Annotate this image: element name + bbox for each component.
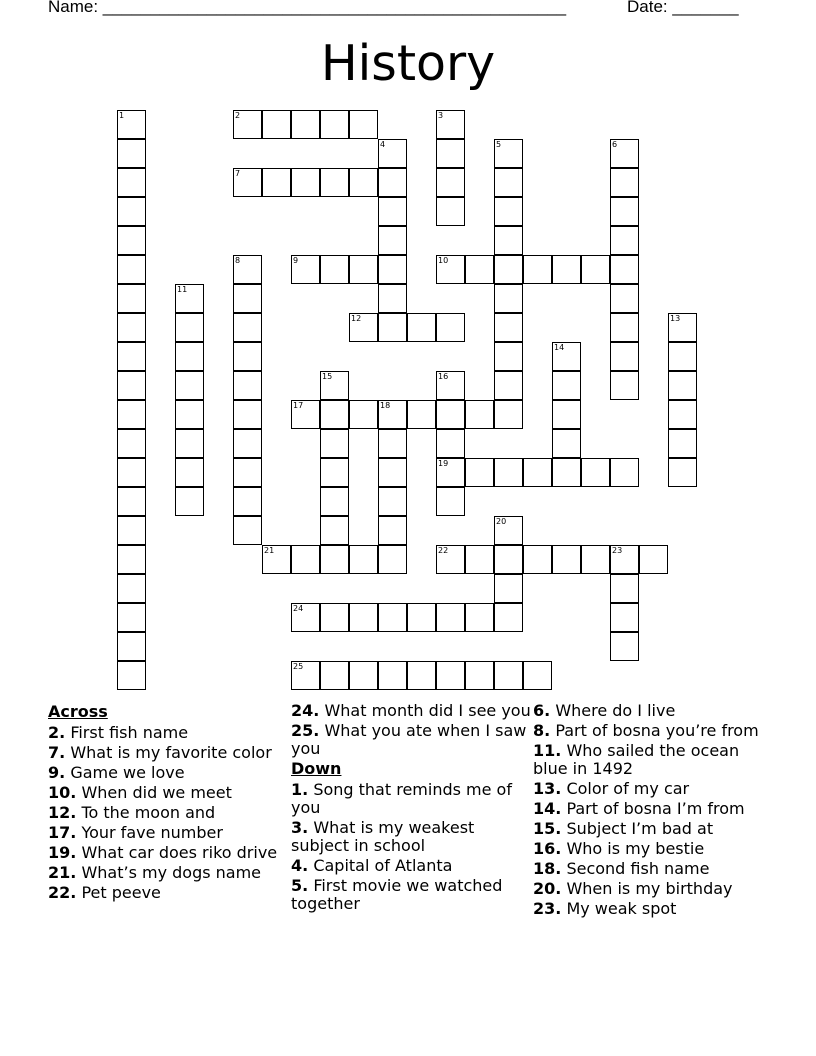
grid-cell[interactable] (233, 516, 262, 545)
grid-cell[interactable] (552, 400, 581, 429)
clues-column-1 (48, 702, 288, 904)
clue-number: 17 (293, 401, 304, 410)
clue-across-10: 10. When did we meet (48, 783, 232, 802)
grid-cell[interactable] (117, 284, 146, 313)
clue-down-5: 5. First movie we watched together (291, 876, 503, 913)
clue-across-19: 19. What car does riko drive (48, 843, 278, 862)
grid-cell[interactable] (320, 400, 349, 429)
grid-cell[interactable] (262, 110, 291, 139)
clue-down-20: 20. When is my birthday (533, 879, 733, 898)
page-title: History (320, 35, 496, 92)
clue-number: 9 (293, 256, 299, 265)
clue-number: 21 (264, 546, 275, 555)
grid-cell[interactable] (378, 255, 407, 284)
grid-cell[interactable] (117, 545, 146, 574)
clue-number: 8 (235, 256, 241, 265)
grid-cell[interactable] (378, 284, 407, 313)
grid-cell[interactable] (291, 255, 320, 284)
grid-cell[interactable] (494, 255, 523, 284)
grid-cell[interactable] (117, 342, 146, 371)
grid-cell[interactable] (349, 661, 378, 690)
grid-cell[interactable] (494, 168, 523, 197)
down-heading: Down (291, 759, 342, 778)
grid-cell[interactable] (378, 458, 407, 487)
grid-cell[interactable] (494, 400, 523, 429)
grid-cell[interactable] (436, 429, 465, 458)
grid-cell[interactable] (378, 429, 407, 458)
grid-cell[interactable] (291, 545, 320, 574)
grid-cell[interactable] (117, 603, 146, 632)
clue-number: 12 (351, 314, 362, 323)
clue-down-18: 18. Second fish name (533, 859, 710, 878)
grid-cell[interactable] (117, 226, 146, 255)
grid-cell[interactable] (610, 603, 639, 632)
grid-cell[interactable] (610, 284, 639, 313)
grid-cell[interactable] (262, 545, 291, 574)
grid-cell[interactable] (233, 400, 262, 429)
clue-number: 16 (438, 372, 449, 381)
grid-cell[interactable] (349, 400, 378, 429)
grid-cell[interactable] (117, 632, 146, 661)
grid-cell[interactable] (494, 197, 523, 226)
grid-cell[interactable] (552, 458, 581, 487)
grid-cell[interactable] (436, 458, 465, 487)
grid-cell[interactable] (552, 545, 581, 574)
clue-number: 2 (235, 111, 241, 120)
grid-cell[interactable] (378, 313, 407, 342)
clue-across-22: 22. Pet peeve (48, 883, 161, 902)
clue-across-12: 12. To the moon and (48, 803, 216, 822)
grid-cell[interactable] (320, 458, 349, 487)
clue-across-21: 21. What’s my dogs name (48, 863, 262, 882)
grid-cell[interactable] (117, 458, 146, 487)
clue-number: 15 (322, 372, 333, 381)
grid-cell[interactable] (291, 603, 320, 632)
grid-cell[interactable] (494, 603, 523, 632)
grid-cell[interactable] (523, 458, 552, 487)
grid-cell[interactable] (494, 516, 523, 545)
grid-cell[interactable] (378, 197, 407, 226)
grid-cell[interactable] (494, 313, 523, 342)
grid-cell[interactable] (291, 400, 320, 429)
grid-cell[interactable] (581, 545, 610, 574)
grid-cell[interactable] (233, 110, 262, 139)
grid-cell[interactable] (233, 371, 262, 400)
grid-cell[interactable] (320, 661, 349, 690)
grid-cell[interactable] (378, 516, 407, 545)
grid-cell[interactable] (378, 603, 407, 632)
grid-cell[interactable] (378, 661, 407, 690)
grid-cell[interactable] (552, 429, 581, 458)
clue-number: 5 (496, 140, 502, 149)
grid-cell[interactable] (668, 429, 697, 458)
grid-cell[interactable] (494, 342, 523, 371)
grid-cell[interactable] (378, 139, 407, 168)
clue-number: 23 (612, 546, 623, 555)
clue-number: 20 (496, 517, 507, 526)
grid-cell[interactable] (465, 400, 494, 429)
clue-number: 25 (293, 662, 304, 671)
clue-across-25: 25. What you ate when I saw you (291, 721, 527, 758)
grid-cell[interactable] (494, 284, 523, 313)
grid-cell[interactable] (175, 400, 204, 429)
grid-cell[interactable] (117, 516, 146, 545)
clue-number: 22 (438, 546, 449, 555)
grid-cell[interactable] (175, 371, 204, 400)
grid-cell[interactable] (436, 139, 465, 168)
grid-cell[interactable] (320, 516, 349, 545)
clue-down-8: 8. Part of bosna you’re from (533, 721, 759, 740)
clue-down-13: 13. Color of my car (533, 779, 690, 798)
grid-cell[interactable] (117, 487, 146, 516)
grid-cell[interactable] (668, 458, 697, 487)
grid-cell[interactable] (291, 110, 320, 139)
grid-cell[interactable] (668, 313, 697, 342)
grid-cell[interactable] (436, 603, 465, 632)
name-field-label: Name: _________________________________________________ (48, 0, 567, 16)
clue-number: 4 (380, 140, 386, 149)
clue-across-2: 2. First fish name (48, 723, 189, 742)
clue-number: 10 (438, 256, 449, 265)
clue-down-15: 15. Subject I’m bad at (533, 819, 714, 838)
grid-cell[interactable] (117, 168, 146, 197)
grid-cell[interactable] (175, 284, 204, 313)
grid-cell[interactable] (407, 313, 436, 342)
grid-cell[interactable] (349, 313, 378, 342)
clue-number: 19 (438, 459, 449, 468)
grid-cell[interactable] (610, 342, 639, 371)
grid-cell[interactable] (320, 429, 349, 458)
grid-cell[interactable] (320, 603, 349, 632)
grid-cell[interactable] (494, 371, 523, 400)
grid-cell[interactable] (494, 574, 523, 603)
grid-cell[interactable] (436, 400, 465, 429)
grid-cell[interactable] (436, 487, 465, 516)
grid-cell[interactable] (552, 371, 581, 400)
grid-cell[interactable] (668, 342, 697, 371)
grid-cell[interactable] (610, 632, 639, 661)
grid-cell[interactable] (494, 458, 523, 487)
grid-cell[interactable] (610, 574, 639, 603)
grid-cell[interactable] (523, 661, 552, 690)
grid-cell[interactable] (175, 342, 204, 371)
grid-cell[interactable] (581, 255, 610, 284)
grid-cell[interactable] (465, 661, 494, 690)
grid-cell[interactable] (523, 545, 552, 574)
clue-down-14: 14. Part of bosna I’m from (533, 799, 745, 818)
grid-cell[interactable] (610, 458, 639, 487)
grid-cell[interactable] (233, 429, 262, 458)
grid-cell[interactable] (494, 545, 523, 574)
grid-cell[interactable] (320, 487, 349, 516)
grid-cell[interactable] (233, 168, 262, 197)
grid-cell[interactable] (233, 284, 262, 313)
grid-cell[interactable] (465, 458, 494, 487)
grid-cell[interactable] (378, 168, 407, 197)
grid-cell[interactable] (436, 110, 465, 139)
grid-cell[interactable] (378, 226, 407, 255)
grid-cell[interactable] (436, 313, 465, 342)
grid-cell[interactable] (175, 429, 204, 458)
clue-number: 13 (670, 314, 681, 323)
grid-cell[interactable] (378, 487, 407, 516)
grid-cell[interactable] (117, 313, 146, 342)
clues-column-3 (533, 702, 773, 920)
clue-down-1: 1. Song that reminds me of you (291, 780, 512, 817)
clue-number: 14 (554, 343, 565, 352)
grid-cell[interactable] (349, 603, 378, 632)
grid-cell[interactable] (436, 255, 465, 284)
grid-cell[interactable] (639, 545, 668, 574)
across-heading: Across (48, 702, 108, 721)
grid-cell[interactable] (407, 603, 436, 632)
grid-cell[interactable] (175, 313, 204, 342)
grid-cell[interactable] (233, 487, 262, 516)
grid-cell[interactable] (465, 545, 494, 574)
grid-cell[interactable] (349, 110, 378, 139)
grid-cell[interactable] (610, 371, 639, 400)
grid-cell[interactable] (320, 168, 349, 197)
grid-cell[interactable] (494, 661, 523, 690)
clue-down-4: 4. Capital of Atlanta (291, 856, 453, 875)
grid-cell[interactable] (320, 545, 349, 574)
grid-cell[interactable] (349, 255, 378, 284)
grid-cell[interactable] (117, 400, 146, 429)
grid-cell[interactable] (436, 545, 465, 574)
clue-down-16: 16. Who is my bestie (533, 839, 705, 858)
grid-cell[interactable] (407, 400, 436, 429)
grid-cell[interactable] (233, 342, 262, 371)
grid-cell[interactable] (117, 371, 146, 400)
grid-cell[interactable] (378, 400, 407, 429)
grid-cell[interactable] (465, 255, 494, 284)
grid-cell[interactable] (349, 168, 378, 197)
grid-cell[interactable] (378, 545, 407, 574)
clue-number: 6 (612, 140, 618, 149)
clue-across-9: 9. Game we love (48, 763, 185, 782)
clue-across-17: 17. Your fave number (48, 823, 223, 842)
clue-number: 7 (235, 169, 241, 178)
clue-number: 1 (119, 111, 125, 120)
grid-cell[interactable] (668, 400, 697, 429)
grid-cell[interactable] (610, 168, 639, 197)
grid-cell[interactable] (610, 139, 639, 168)
grid-cell[interactable] (552, 342, 581, 371)
grid-cell[interactable] (610, 226, 639, 255)
grid-cell[interactable] (610, 255, 639, 284)
grid-cell[interactable] (291, 168, 320, 197)
grid-cell[interactable] (436, 197, 465, 226)
grid-cell[interactable] (581, 458, 610, 487)
grid-cell[interactable] (117, 429, 146, 458)
grid-cell[interactable] (175, 458, 204, 487)
grid-cell[interactable] (117, 574, 146, 603)
grid-cell[interactable] (349, 545, 378, 574)
grid-cell[interactable] (494, 139, 523, 168)
grid-cell[interactable] (320, 371, 349, 400)
grid-cell[interactable] (436, 661, 465, 690)
grid-cell[interactable] (262, 168, 291, 197)
clue-number: 18 (380, 401, 391, 410)
grid-cell[interactable] (610, 545, 639, 574)
grid-cell[interactable] (291, 661, 320, 690)
grid-cell[interactable] (175, 487, 204, 516)
grid-cell[interactable] (117, 139, 146, 168)
date-field-label: Date: _______ (627, 0, 739, 16)
grid-cell[interactable] (233, 458, 262, 487)
clue-down-3: 3. What is my weakest subject in school (291, 818, 475, 855)
grid-cell[interactable] (610, 313, 639, 342)
grid-cell[interactable] (117, 110, 146, 139)
clue-down-11: 11. Who sailed the ocean blue in 1492 (533, 741, 740, 778)
grid-cell[interactable] (117, 661, 146, 690)
grid-cell[interactable] (407, 661, 436, 690)
clue-number: 11 (177, 285, 188, 294)
clue-down-6: 6. Where do I live (533, 701, 676, 720)
grid-cell[interactable] (117, 197, 146, 226)
grid-cell[interactable] (233, 313, 262, 342)
grid-cell[interactable] (320, 255, 349, 284)
clue-number: 24 (293, 604, 304, 613)
grid-cell[interactable] (465, 603, 494, 632)
grid-cell[interactable] (320, 110, 349, 139)
clue-across-7: 7. What is my favorite color (48, 743, 272, 762)
clue-number: 3 (438, 111, 444, 120)
grid-cell[interactable] (117, 255, 146, 284)
grid-cell[interactable] (436, 371, 465, 400)
clue-down-23: 23. My weak spot (533, 899, 677, 918)
grid-cell[interactable] (668, 371, 697, 400)
grid-cell[interactable] (552, 255, 581, 284)
clues-column-2 (291, 702, 531, 915)
grid-cell[interactable] (436, 168, 465, 197)
grid-cell[interactable] (233, 255, 262, 284)
grid-cell[interactable] (523, 255, 552, 284)
grid-cell[interactable] (494, 226, 523, 255)
clue-across-24: 24. What month did I see you (291, 701, 531, 720)
grid-cell[interactable] (610, 197, 639, 226)
